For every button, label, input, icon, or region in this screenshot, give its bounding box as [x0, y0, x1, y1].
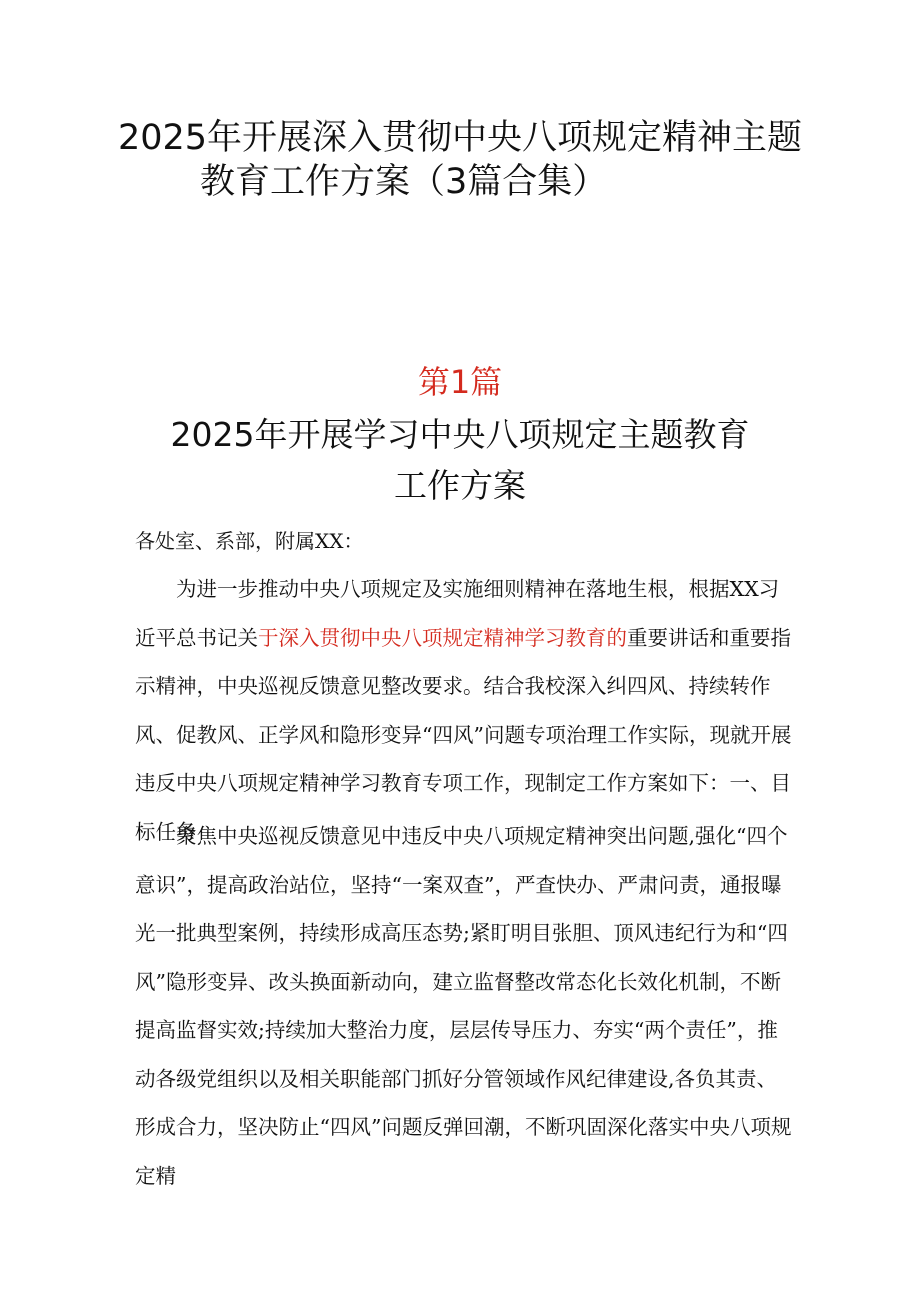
section-title-line-2: 工作方案 [394, 466, 526, 505]
paragraph-1-text-start: 为进一步推动中央八项规定及实施细则精神在落地生根，根据XX习近平总书记关 [135, 577, 780, 650]
document-title-line-2: 教育工作方案（3篇合集） [200, 162, 608, 202]
section-title-line-1: 2025年开展学习中央八项规定主题教育 [170, 415, 750, 454]
paragraph-1-text-end: 重要讲话和重要指示精神，中央巡视反馈意见整改要求。结合我校深入纠四风、持续转作风、促教风、正学风和隐形变异“四风”问题专项治理工作实际，现就开展违反中央八项规定精神学习教育专项工作，现制定工作方案如下：一、目标任务 [135, 625, 792, 844]
document-title-line-1: 2025年开展深入贯彻中央八项规定精神主题 [117, 118, 803, 158]
salutation: 各处室、系部，附属XX： [135, 529, 364, 553]
paragraph-2: 聚焦中央巡视反馈意见中违反中央八项规定精神突出问题,强化“四个意识”，提高政治站位，坚持“一案双查”，严查快办、严肃问责，通报曝光一批典型案例，持续形成高压态势;紧盯明目张胆、顶风违纪行为和“四风”隐形变异、改头换面新动向，建立监督整改常态化长效化机制，不断提高监督实效;持续加大整治力度，层层传导压力、夯实“两个责任”，推动各级党组织以及相关职能部门抓好分管领域作风纪律建设,各负其责、形成合力，坚决防止“四风”问题反弹回潮，不断巩固深化落实中央八项规定精 [135, 824, 792, 1188]
paragraph-1-highlight: 于深入贯彻中央八项规定精神学习教育的 [258, 625, 627, 650]
part-label: 第1篇 [417, 363, 503, 401]
